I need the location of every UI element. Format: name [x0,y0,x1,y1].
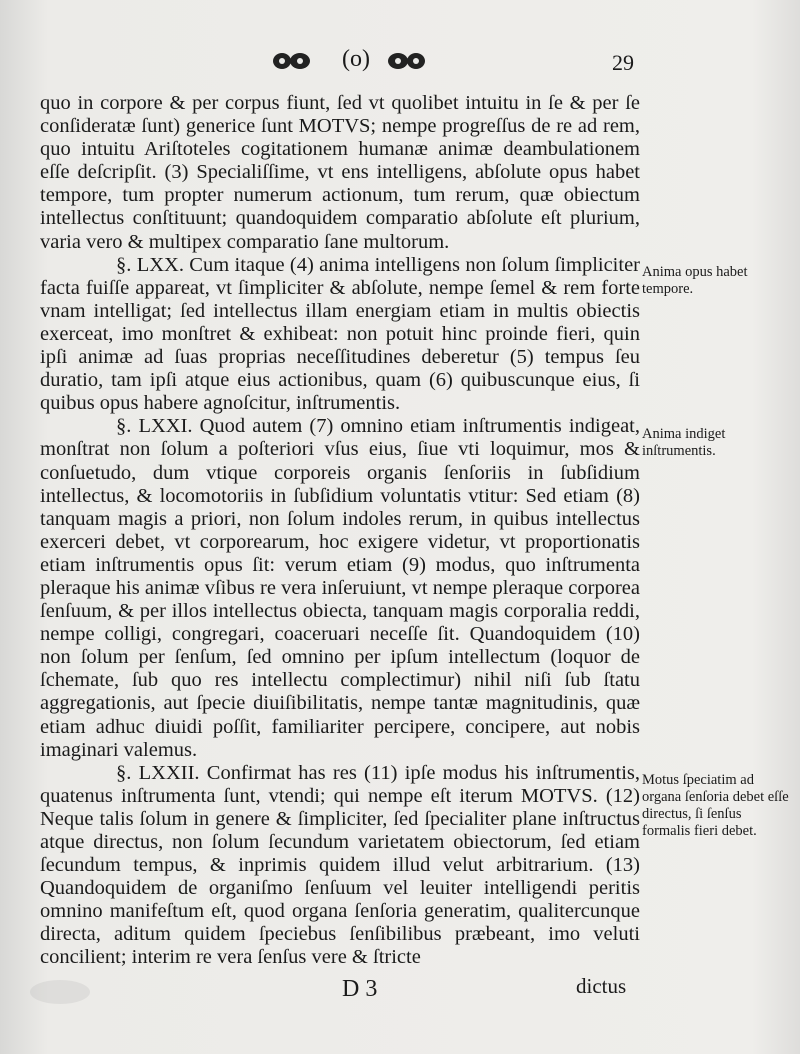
paragraph-lxxii: §. LXXII. Confirmat has res (11) ipſe modus his inſtrumentis, quatenus inſtrumenta ſunt, vtendi; qui nempe eſt iterum MOTVS. (12) Neque talis ſolum in genere & ſimpliciter, ſed ſpecialiter plane inſtructus atque directus, non ſolum ſecundum varietatem obiectorum, ſed etiam ſecundum tempus, & inprimis quidem illud velut arbitrarium. (13) Quandoquidem de organiſmo ſenſuum vel leuiter intelligendi peritis omnino manifeſtum eſt, quod organa ſenſoria generatim, qualitercunque directa, aditum quidem ſpeciebus ſenſibilibus præbeant, imo veluti concilient; interim re vera ſenſus vere & ſtricte [40,761,640,969]
paragraph-lxx: §. LXX. Cum itaque (4) anima intelligens non ſolum ſimpliciter facta fuiſſe appareat, vt ſimpliciter & abſolute, nempe ſemel & rem forte vnam intelligat; ſed intellectus illam energiam etiam in multis obiectis exerceat, imo monſtret & exhibeat: non potuit hinc proinde fieri, quin ipſi animæ ad ſuas proprias neceſſitudines deberetur (5) tempus ſeu duratio, tam ipſi atque eius actionibus, quam (6) quibuscunque eius, ſi quibus opus habere agnoſcitur, inſtrumentis. [40,253,640,415]
main-text [40,92,640,970]
signature-mark: D 3 [342,976,378,1002]
fleuron-right-icon [386,50,426,72]
paragraph-continuation: quo in corpore & per corpus fiunt, ſed vt quolibet intuitu in ſe & per ſe conſideratæ ſunt) generice ſunt MOTVS; nempe progreſſus de re ad rem, quo intuitu Ariſtoteles cogitationem humanæ animæ deambulationem eſſe deſcripſit. (3) Specialiſſime, vt ens intelligens, abſolute opus habet tempore, tum propter numerum actionum, tum rerum, quæ obiectum intellectus conſtituunt; quandoquidem comparatio abſolute eſt plurium, varia vero & multipex comparatio ſane multorum. [40,92,640,253]
fleuron-left-icon [272,50,312,72]
page-number: 29 [612,50,634,75]
page-footer [0,974,800,1014]
sidenote-tempus: Anima opus habet tempore. [642,264,748,297]
running-head [0,46,800,82]
paragraph-lxxi: §. LXXI. Quod autem (7) omnino etiam inſtrumentis indigeat, monſtrat non ſolum a poſteriori vſus eius, ſiue vti loquimur, mos & conſuetudo, dum vtique corporeis organis ſenſoriis in ſubſidium intellectus, & locomotoriis in ſubſidium voluntatis vtitur: Sed etiam (8) tanquam magis a priori, non ſolum indoles rerum, in quibus intellectus exerceri debet, vt corporearum, hoc exigere videtur, vt proportionatis etiam inſtrumentis opus ſit: verum etiam (9) modus, quo inſtrumenta pleraque his animæ vſibus re vera inſeruiunt, vt nempe pleraque corporea ſenſuum, & per illos intellectus obiecta, tanquam magis corporalia reddi, nempe colligi, congregari, coaceruari neceſſe ſit. Quandoquidem (10) non ſolum per ſenſum, ſed omnino per ipſum intellectum (loquor de ſchemate, ſub quo res intellectu complectimur) nihil niſi ſub ſtatu aggregationis, aut ſpecie diuiſibilitatis, nempe tantæ magnitudinis, quæ etiam adhuc diuidi poſſit, familiariter percipere, concipere, aut nobis imaginari valemus. [40,415,640,761]
catchword: dictus [576,974,627,998]
page-marker: (o) [342,46,370,72]
sidenote-instrumenta: Anima indiget inſtrumentis. [642,426,726,459]
sidenote-motus: Motus ſpeciatim ad organa ſenſoria debet eſſe directus, ſi ſenſus formalis fieri debet. [642,772,789,839]
